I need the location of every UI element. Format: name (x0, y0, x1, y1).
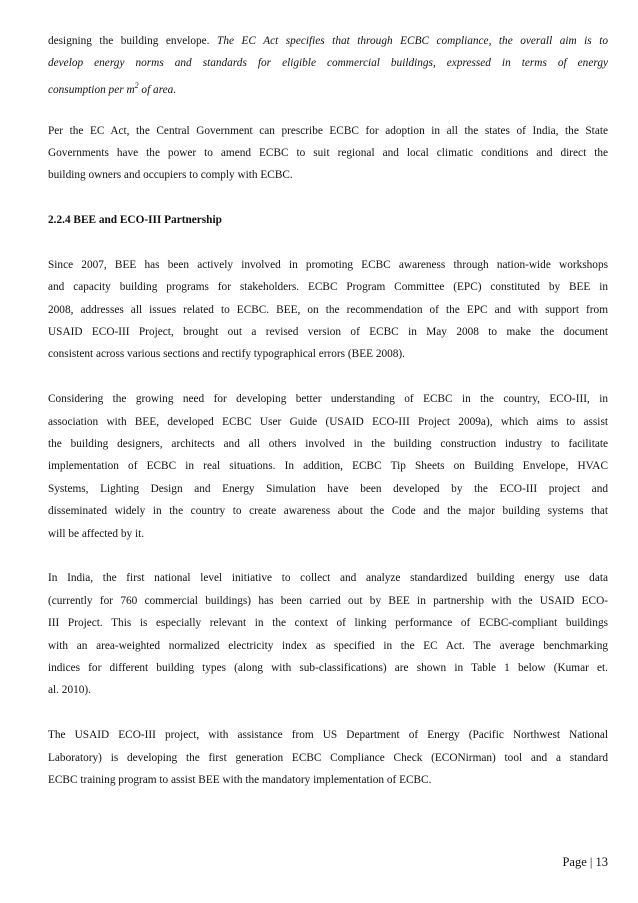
paragraph-line: develop energy norms and standards for eligible commercial buildings, expressed in terms of energy (48, 57, 608, 70)
paragraph-line: association with BEE, developed ECBC User Guide (USAID ECO-III Project 2009a), which aims to assist (48, 415, 608, 428)
paragraph-line: ECBC training program to assist BEE with the mandatory implementation of ECBC. (48, 773, 432, 786)
paragraph-line: consistent across various sections and rectify typographical errors (BEE 2008). (48, 348, 406, 361)
paragraph-line: with an area-weighted normalized electricity index as specified in the EC Act. The average benchmarking (48, 639, 608, 652)
page-number: Page | 13 (562, 855, 608, 869)
text-run: designing the building envelope. (48, 35, 210, 47)
italic-text-run: The EC Act specifies that through ECBC compliance, the overall aim is to (217, 35, 608, 47)
paragraph-gap (48, 97, 608, 119)
paragraph-gap (48, 187, 608, 209)
section-heading: 2.2.4 BEE and ECO-III Partnership (48, 214, 222, 227)
paragraph-line: Since 2007, BEE has been actively involved in promoting ECBC awareness through nation-wide workshops (48, 258, 608, 271)
paragraph-gap (48, 702, 608, 724)
paragraph-ec-act-government (48, 120, 608, 187)
paragraph-line: disseminated widely in the country to create awareness about the Code and the major building systems that (48, 505, 608, 518)
paragraph-line: USAID ECO-III Project, brought out a revised version of ECBC in May 2008 to make the document (48, 326, 608, 339)
text-run: of area. (138, 83, 177, 96)
paragraph-line: (currently for 760 commercial buildings) has been carried out by BEE in partnership with the USAID ECO- (48, 594, 608, 607)
text-run: consumption per m (48, 83, 135, 96)
paragraph-econirman (48, 724, 608, 791)
paragraph-line: In India, the first national level initiative to collect and analyze standardized building energy use data (48, 572, 608, 585)
paragraph-user-guide (48, 388, 608, 545)
paragraph-line: Laboratory) is developing the first generation ECBC Compliance Check (ECONirman) tool and a standard (48, 751, 608, 764)
paragraph-line: Systems, Lighting Design and Energy Simulation have been developed by the ECO-III project and (48, 482, 608, 495)
paragraph-line: Per the EC Act, the Central Government can prescribe ECBC for adoption in all the states of India, the State (48, 124, 608, 137)
paragraph-gap (48, 232, 608, 254)
paragraph-line: The USAID ECO-III project, with assistance from US Department of Energy (Pacific Northwest National (48, 729, 608, 742)
page-body (48, 30, 608, 791)
paragraph-line: building owners and occupiers to comply with ECBC. (48, 169, 293, 182)
paragraph-gap (48, 366, 608, 388)
paragraph-benchmarking (48, 567, 608, 701)
paragraph-line: Considering the growing need for developing better understanding of ECBC in the country, ECO-III, in (48, 393, 608, 406)
paragraph-line: implementation of ECBC in real situations. In addition, ECBC Tip Sheets on Building Envelope, HVAC (48, 460, 608, 473)
paragraph-line: the building designers, architects and all others involved in the building construction industry to facilitate (48, 438, 608, 451)
paragraph-ec-act-aim (48, 30, 608, 97)
paragraph-line: Governments have the power to amend ECBC to suit regional and local climatic conditions and direct the (48, 146, 608, 159)
paragraph-line: will be affected by it. (48, 527, 145, 540)
paragraph-line (48, 30, 608, 52)
paragraph-line: III Project. This is especially relevant in the context of linking performance of ECBC-compliant buildings (48, 617, 608, 630)
paragraph-line: indices for different building types (along with sub-classifications) are shown in Table 1 below (Kumar et. (48, 661, 608, 674)
paragraph-gap (48, 545, 608, 567)
paragraph-line: 2008, addresses all issues related to ECBC. BEE, on the recommendation of the EPC and with support from (48, 303, 608, 316)
paragraph-line: al. 2010). (48, 684, 91, 697)
paragraph-line: and capacity building programs for stakeholders. ECBC Program Committee (EPC) constituted by BEE in (48, 281, 608, 294)
superscript: 2 (134, 80, 139, 90)
paragraph-line (48, 75, 608, 97)
paragraph-bee-since-2007 (48, 254, 608, 366)
